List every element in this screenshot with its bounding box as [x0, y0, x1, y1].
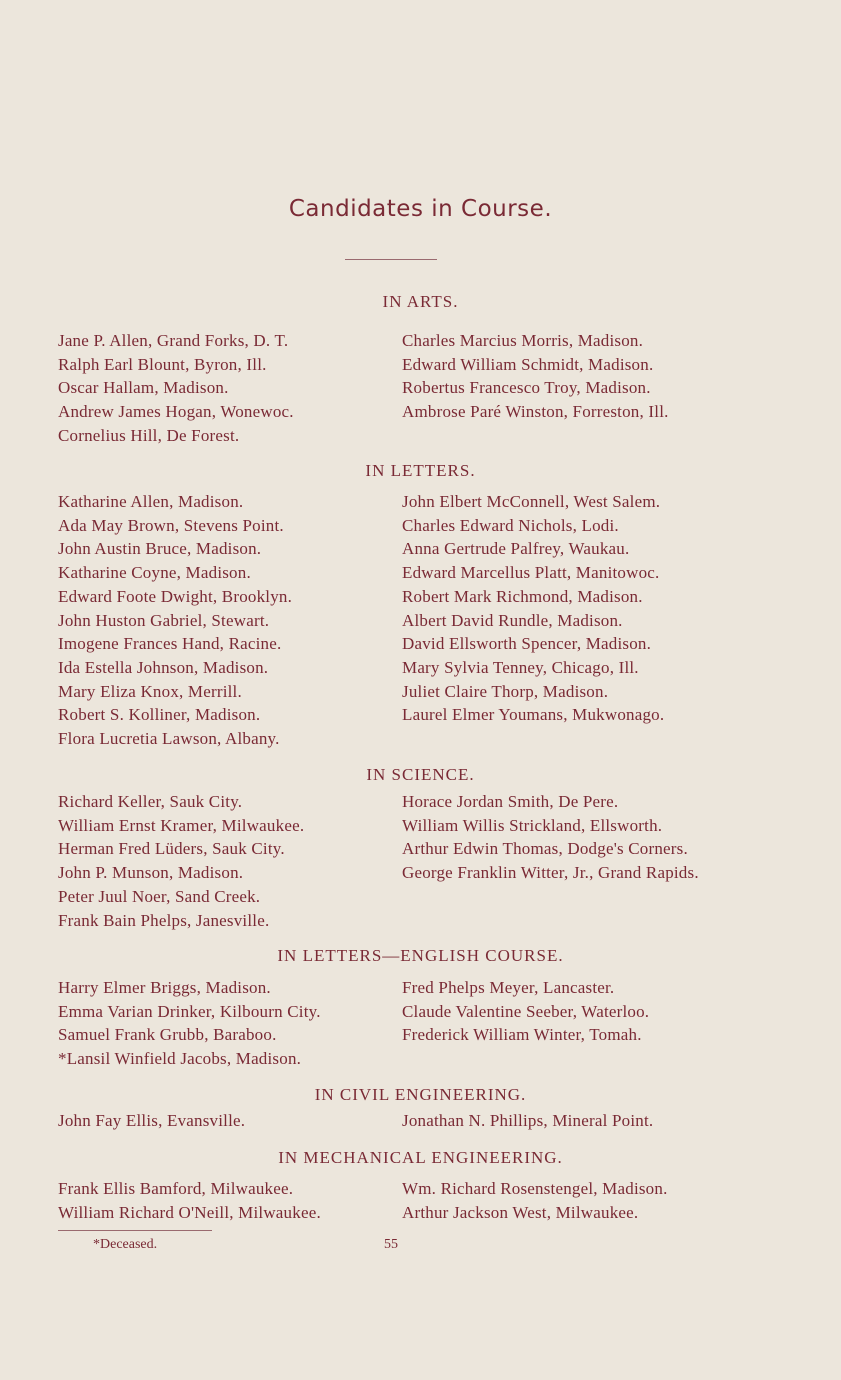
footnote: *Deceased. [93, 1237, 158, 1252]
list-item: Fred Phelps Meyer, Lancaster. [402, 978, 615, 997]
page-title: Candidates in Course. [288, 196, 553, 222]
list-item: Flora Lucretia Lawson, Albany. [58, 729, 280, 749]
section-civil-engineering [0, 1084, 841, 1130]
section-heading: IN CIVIL ENGINEERING. [314, 1085, 527, 1104]
list-item: Juliet Claire Thorp, Madison. [402, 681, 609, 701]
list-item: Mary Sylvia Tenney, Chicago, Ill. [402, 657, 639, 677]
list-item: Frank Bain Phelps, Janesville. [58, 910, 270, 930]
left-column [58, 976, 388, 1071]
left-column [58, 790, 388, 932]
list-item: John Elbert McConnell, West Salem. [402, 492, 661, 511]
page-number: 55 [384, 1237, 398, 1252]
section-science [0, 764, 841, 930]
list-item: Claude Valentine Seeber, Waterloo. [402, 1001, 650, 1021]
list-item: William Richard O'Neill, Milwaukee. [58, 1202, 321, 1222]
list-item: Arthur Edwin Thomas, Dodge's Corners. [402, 839, 688, 859]
list-item: Ada May Brown, Stevens Point. [58, 515, 284, 535]
list-item: Imogene Frances Hand, Racine. [58, 634, 282, 654]
right-column [402, 329, 727, 424]
list-item: Horace Jordan Smith, De Pere. [402, 792, 619, 811]
list-item: Samuel Frank Grubb, Baraboo. [58, 1025, 277, 1045]
list-item: Charles Edward Nichols, Lodi. [402, 515, 619, 535]
section-arts [0, 291, 841, 445]
list-item: Richard Keller, Sauk City. [58, 792, 243, 811]
list-item: William Willis Strickland, Ellsworth. [402, 815, 663, 835]
list-item: Harry Elmer Briggs, Madison. [58, 978, 271, 997]
left-column [58, 1109, 388, 1133]
section-letters-english [0, 945, 841, 1069]
list-item: Arthur Jackson West, Milwaukee. [402, 1202, 639, 1222]
list-item: Oscar Hallam, Madison. [58, 378, 229, 398]
list-item: David Ellsworth Spencer, Madison. [402, 634, 652, 654]
list-item: Katharine Coyne, Madison. [58, 563, 251, 583]
list-item: Wm. Richard Rosenstengel, Madison. [402, 1179, 668, 1198]
section-heading: IN MECHANICAL ENGINEERING. [278, 1148, 563, 1167]
section-heading: IN LETTERS. [365, 461, 476, 480]
list-item: Laurel Elmer Youmans, Mukwonago. [402, 705, 665, 725]
list-item: Ralph Earl Blount, Byron, Ill. [58, 354, 267, 374]
section-heading: IN LETTERS—ENGLISH COURSE. [277, 946, 564, 965]
list-item: Peter Juul Noer, Sand Creek. [58, 886, 261, 906]
list-item: Edward Foote Dwight, Brooklyn. [58, 586, 293, 606]
list-item: *Lansil Winfield Jacobs, Madison. [58, 1049, 302, 1069]
list-item: Frederick William Winter, Tomah. [402, 1025, 642, 1045]
list-item: George Franklin Witter, Jr., Grand Rapids. [402, 863, 699, 883]
right-column [402, 1177, 727, 1224]
left-column [58, 1177, 388, 1224]
right-column [402, 976, 727, 1047]
list-item: Emma Varian Drinker, Kilbourn City. [58, 1001, 321, 1021]
list-item: Herman Fred Lüders, Sauk City. [58, 839, 285, 859]
list-item: Edward Marcellus Platt, Manitowoc. [402, 563, 660, 583]
section-heading: IN ARTS. [382, 292, 459, 311]
list-item: Anna Gertrude Palfrey, Waukau. [402, 539, 630, 559]
list-item: Albert David Rundle, Madison. [402, 610, 623, 630]
list-item: Mary Eliza Knox, Merrill. [58, 681, 242, 701]
list-item: Frank Ellis Bamford, Milwaukee. [58, 1179, 294, 1198]
list-item: Charles Marcius Morris, Madison. [402, 331, 644, 350]
right-column [402, 790, 727, 885]
list-item: Ida Estella Johnson, Madison. [58, 657, 269, 677]
section-heading: IN SCIENCE. [366, 765, 475, 784]
list-item: Cornelius Hill, De Forest. [58, 425, 240, 445]
list-item: Katharine Allen, Madison. [58, 492, 244, 511]
list-item: John Huston Gabriel, Stewart. [58, 610, 270, 630]
left-column [58, 490, 388, 751]
left-column [58, 329, 388, 448]
list-item: Ambrose Paré Winston, Forreston, Ill. [402, 402, 669, 422]
list-item: John Fay Ellis, Evansville. [58, 1111, 246, 1130]
right-column [402, 490, 727, 727]
list-item: John P. Munson, Madison. [58, 863, 244, 883]
list-item: John Austin Bruce, Madison. [58, 539, 262, 559]
footnote-divider [58, 1230, 212, 1231]
list-item: Edward William Schmidt, Madison. [402, 354, 654, 374]
list-item: Jane P. Allen, Grand Forks, D. T. [58, 331, 289, 350]
section-mechanical-engineering [0, 1147, 841, 1222]
section-letters [0, 460, 841, 749]
right-column [402, 1109, 727, 1133]
title-divider [345, 259, 437, 260]
list-item: Robertus Francesco Troy, Madison. [402, 378, 651, 398]
list-item: Jonathan N. Phillips, Mineral Point. [402, 1111, 654, 1130]
list-item: William Ernst Kramer, Milwaukee. [58, 815, 305, 835]
list-item: Andrew James Hogan, Wonewoc. [58, 402, 294, 422]
list-item: Robert Mark Richmond, Madison. [402, 586, 643, 606]
list-item: Robert S. Kolliner, Madison. [58, 705, 261, 725]
